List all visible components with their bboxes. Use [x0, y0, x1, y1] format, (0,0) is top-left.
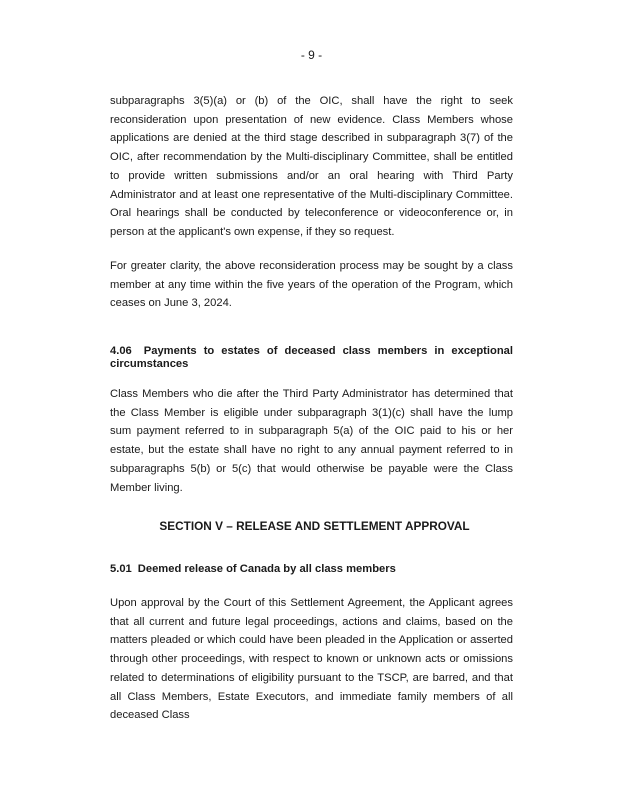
heading-5-01 [110, 563, 513, 576]
heading-4-06-number: 4.06 [110, 345, 132, 357]
section-v-title: SECTION V – RELEASE AND SETTLEMENT APPROVAL [159, 519, 470, 533]
paragraph-estates-payment: Class Members who die after the Third Party Administrator has determined that the Class Member is eligible under subparagraph 3(1)(c) shall have the lump sum payment referred to in subparagraph 5(a) of the OIC paid to his or her estate, but the estate shall have no right to any annual payment referred to in subparagraphs 5(b) or 5(c) that would otherwise be payable were the Class Member living. [110, 388, 513, 494]
heading-5-01-title: Deemed release of Canada by all class members [137, 563, 396, 575]
paragraph-greater-clarity: For greater clarity, the above reconsideration process may be sought by a class member at any time within the five years of the operation of the Program, which ceases on June 3, 2024. [110, 260, 513, 310]
heading-4-06-title: Payments to estates of deceased class members in exceptional circumstances [110, 345, 513, 370]
page-number: - 9 - [300, 48, 323, 62]
paragraph-deemed-release: Upon approval by the Court of this Settlement Agreement, the Applicant agrees that all current and future legal proceedings, actions and claims, based on the matters pleaded or which could have been pleaded in the Application or asserted through other proceedings, with respect to known or unknown acts or omissions related to determinations of eligibility pursuant to the TSCP, are barred, and that all Class Members, Estate Executors, and immediate family members of all deceased Class [110, 597, 513, 722]
paragraph-reconsideration: subparagraphs 3(5)(a) or (b) of the OIC, shall have the right to seek reconsideration upon presentation of new evidence. Class Members whose applications are denied at the third stage described in subparagraph 3(7) of the OIC, after recommendation by the Multi-disciplinary Committee, shall be entitled to provide written submissions and/or an oral hearing with Third Party Administrator and at least one representative of the Multi-disciplinary Committee. Oral hearings shall be conducted by teleconference or videoconference or, in person at the applicant's own expense, if they so request. [110, 95, 513, 238]
heading-5-01-number: 5.01 [110, 563, 132, 575]
heading-4-06 [110, 345, 513, 371]
